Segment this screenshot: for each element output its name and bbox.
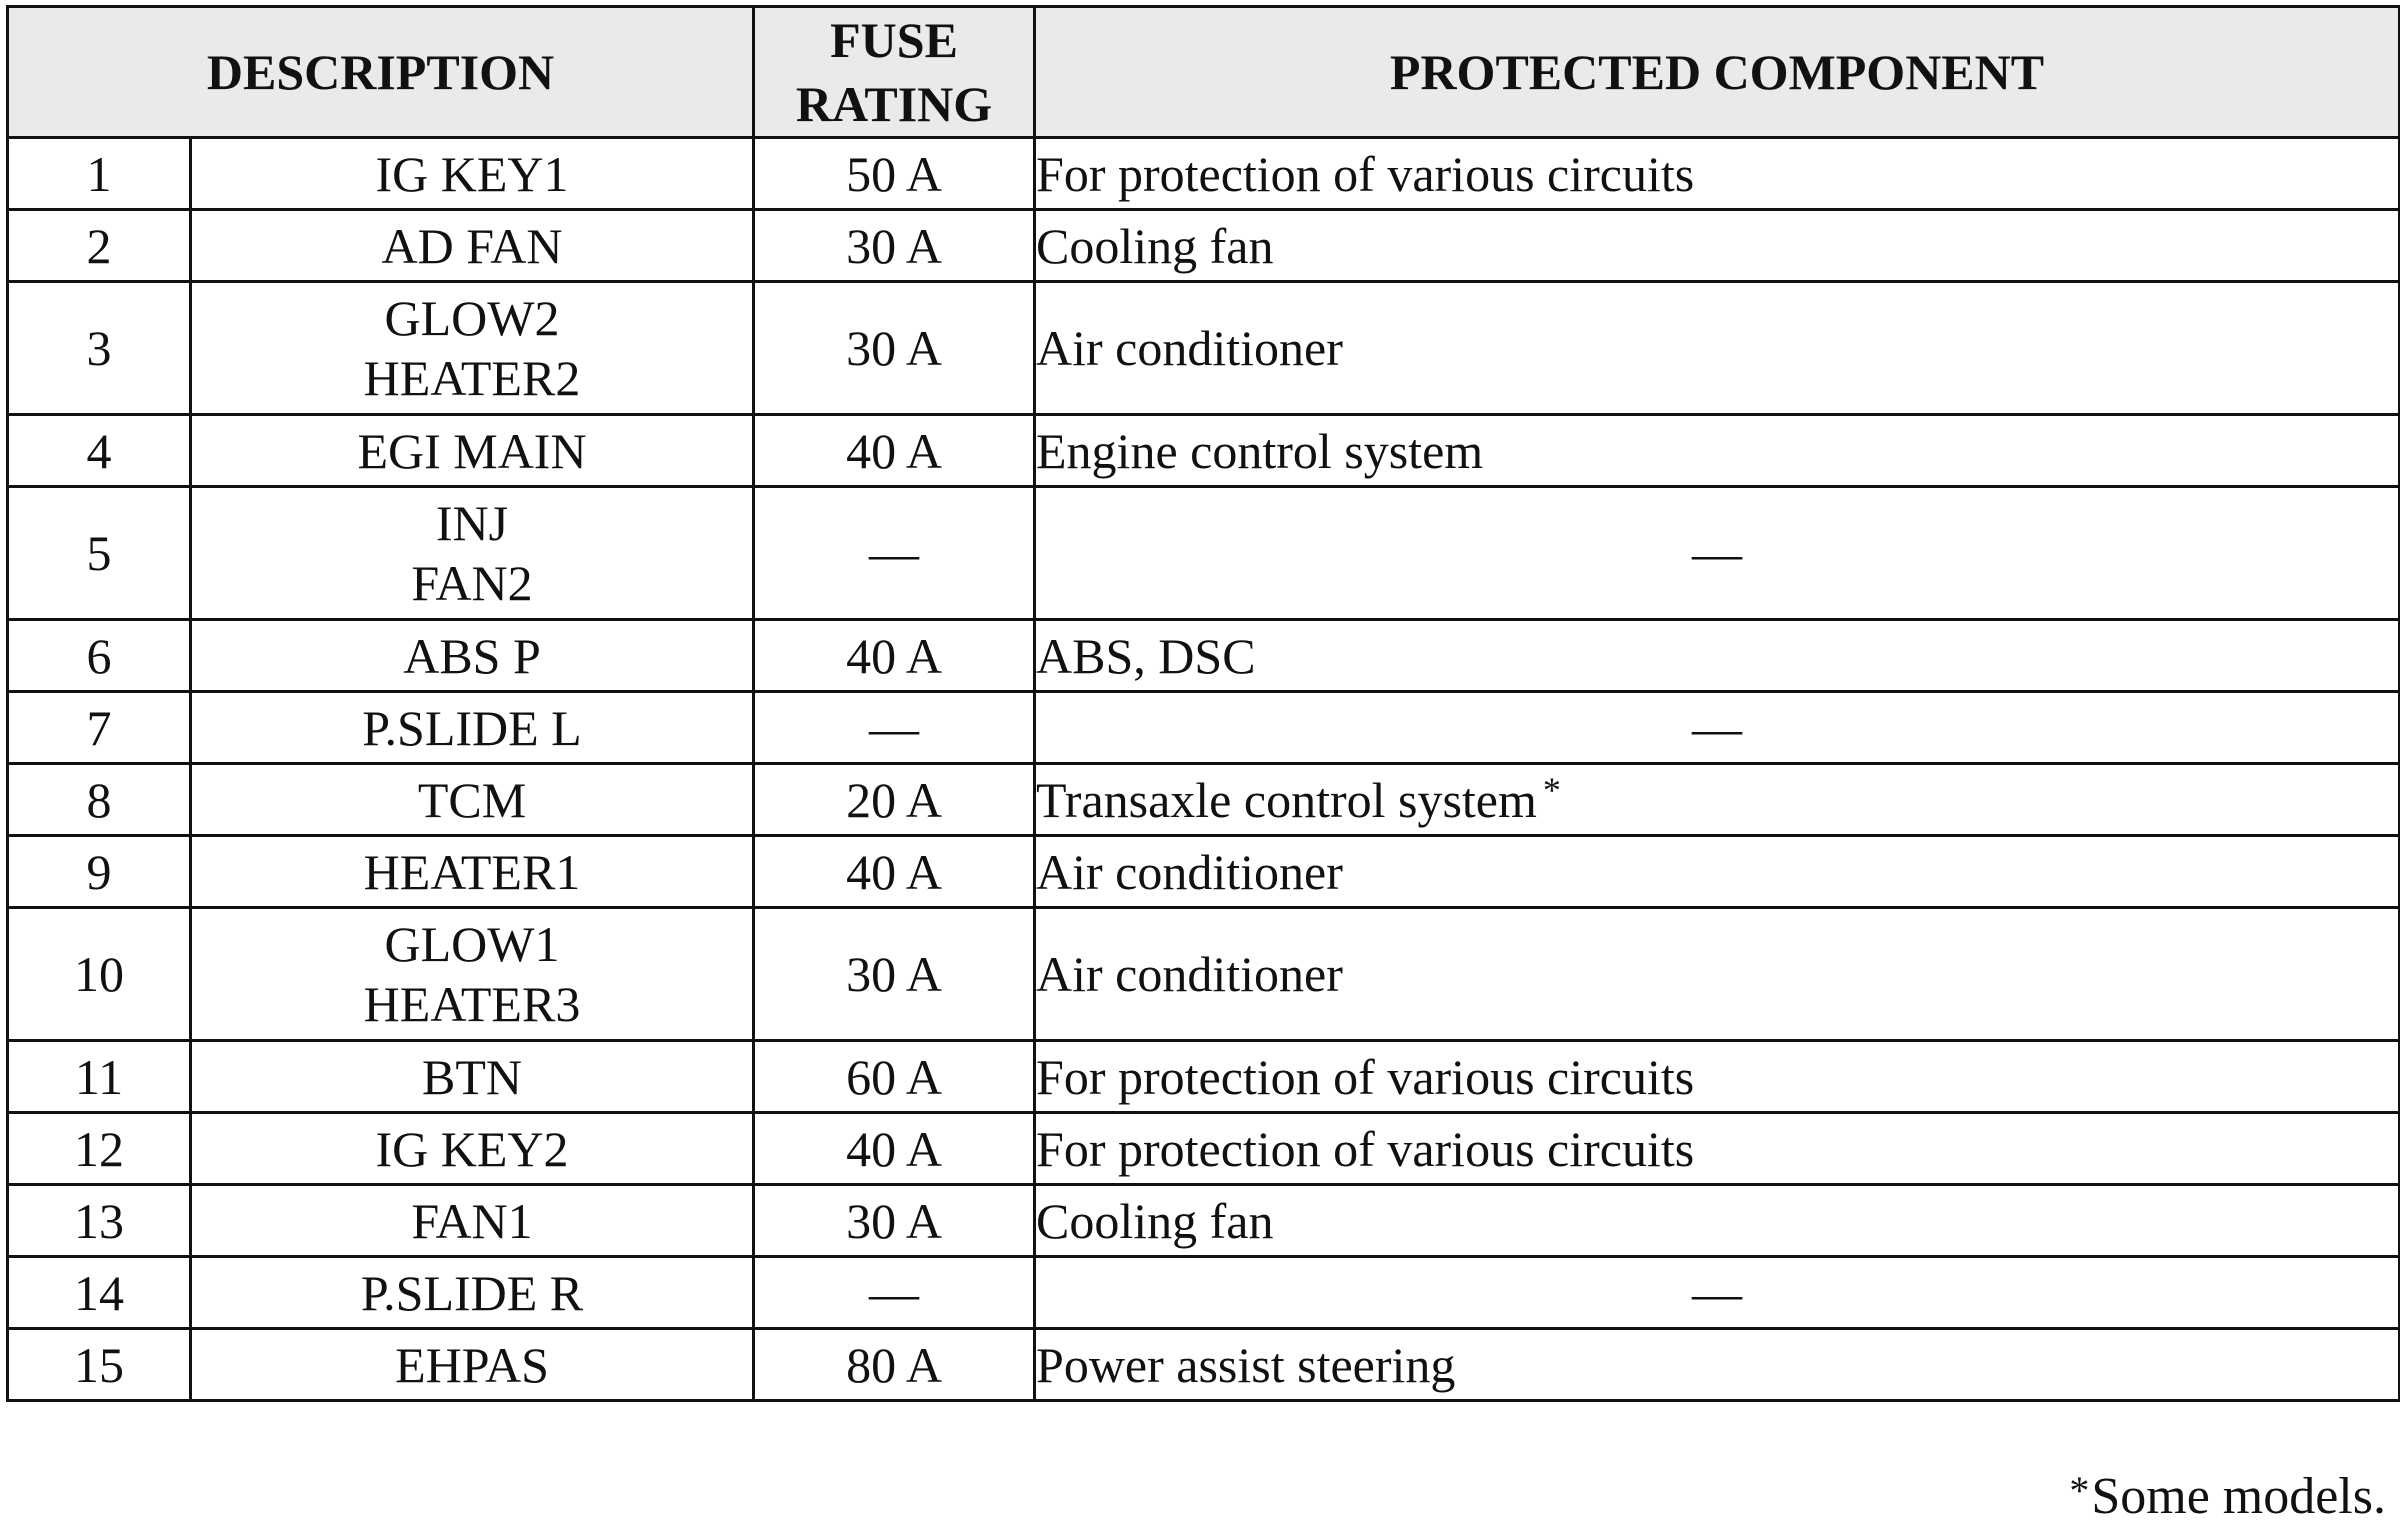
fuse-description [191, 1185, 754, 1257]
fuse-rating: 30 A [754, 282, 1035, 415]
header-fuse-rating-line1: FUSE [830, 12, 958, 68]
fuse-description [191, 1041, 754, 1113]
table-row [8, 487, 2400, 620]
fuse-description-line: HEATER3 [363, 976, 581, 1032]
protected-component [1035, 1113, 2400, 1185]
fuse-description [191, 138, 754, 210]
protected-component-text: Cooling fan [1036, 1192, 1274, 1249]
header-fuse-rating [754, 7, 1035, 138]
fuse-number: 11 [8, 1041, 191, 1113]
fuse-number: 8 [8, 764, 191, 836]
fuse-rating: — [754, 1257, 1035, 1329]
fuse-description [191, 764, 754, 836]
fuse-description-line: FAN2 [411, 555, 533, 611]
fuse-rating: 80 A [754, 1329, 1035, 1401]
fuse-number: 1 [8, 138, 191, 210]
protected-component-text: — [1692, 699, 1743, 756]
protected-component-text: For protection of various circuits [1036, 1048, 1695, 1105]
protected-component-text: Power assist steering [1036, 1336, 1456, 1393]
table-row [8, 282, 2400, 415]
protected-component-text: For protection of various circuits [1036, 145, 1695, 202]
protected-component [1035, 620, 2400, 692]
fuse-description [191, 1257, 754, 1329]
protected-component [1035, 487, 2400, 620]
fuse-description [191, 836, 754, 908]
fuse-description [191, 282, 754, 415]
table-row [8, 908, 2400, 1041]
protected-component-text: Engine control system [1036, 422, 1484, 479]
fuse-rating: — [754, 692, 1035, 764]
footnote-star: * [2069, 1468, 2090, 1513]
fuse-number: 7 [8, 692, 191, 764]
fuse-description-line: GLOW2 [384, 290, 560, 346]
table-row [8, 1113, 2400, 1185]
protected-component [1035, 1257, 2400, 1329]
table-row [8, 620, 2400, 692]
protected-component-text: Air conditioner [1036, 843, 1343, 900]
protected-component-text: — [1692, 1264, 1743, 1321]
fuse-number: 12 [8, 1113, 191, 1185]
fuse-description-line: FAN1 [411, 1192, 533, 1249]
fuse-description-line: BTN [422, 1048, 522, 1105]
fuse-number: 4 [8, 415, 191, 487]
fuse-number: 13 [8, 1185, 191, 1257]
fuse-rating: 60 A [754, 1041, 1035, 1113]
fuse-rating: 40 A [754, 620, 1035, 692]
header-description: DESCRIPTION [8, 7, 754, 138]
fuse-description-line: TCM [417, 771, 527, 828]
protected-component-text: — [1692, 525, 1743, 581]
fuse-description-line: AD FAN [381, 217, 563, 274]
fuse-description [191, 1113, 754, 1185]
table-row [8, 692, 2400, 764]
fuse-number: 14 [8, 1257, 191, 1329]
table-row [8, 1257, 2400, 1329]
fuse-description-line: INJ [435, 495, 509, 551]
fuse-description [191, 210, 754, 282]
fuse-description-line: P.SLIDE L [362, 699, 582, 756]
fuse-description-line: ABS P [403, 627, 541, 684]
fuse-rating: 30 A [754, 210, 1035, 282]
fuse-description [191, 908, 754, 1041]
fuse-description-line: HEATER1 [363, 843, 581, 900]
fuse-description-line: IG KEY2 [375, 1120, 569, 1177]
table-row [8, 415, 2400, 487]
fuse-table-body [8, 138, 2400, 1401]
protected-component [1035, 1041, 2400, 1113]
fuse-number: 10 [8, 908, 191, 1041]
table-row [8, 1185, 2400, 1257]
table-row [8, 1329, 2400, 1401]
fuse-description-line: P.SLIDE R [360, 1264, 584, 1321]
protected-component [1035, 908, 2400, 1041]
footnote-marker: * [1542, 769, 1561, 810]
fuse-rating: 30 A [754, 908, 1035, 1041]
fuse-number: 2 [8, 210, 191, 282]
header-row [8, 7, 2400, 138]
fuse-rating: — [754, 487, 1035, 620]
fuse-rating: 50 A [754, 138, 1035, 210]
protected-component [1035, 138, 2400, 210]
fuse-description-line: IG KEY1 [375, 145, 569, 202]
header-protected-component: PROTECTED COMPONENT [1035, 7, 2400, 138]
protected-component-text: ABS, DSC [1036, 627, 1256, 684]
protected-component-text: Transaxle control system [1036, 771, 1537, 828]
fuse-rating: 40 A [754, 1113, 1035, 1185]
footnote-text: Some models. [2091, 1468, 2386, 1525]
table-row [8, 138, 2400, 210]
fuse-rating: 40 A [754, 836, 1035, 908]
protected-component-text: Air conditioner [1036, 946, 1343, 1002]
fuse-description-line: EGI MAIN [357, 422, 587, 479]
protected-component [1035, 836, 2400, 908]
fuse-description [191, 692, 754, 764]
fuse-rating: 20 A [754, 764, 1035, 836]
fuse-description-line: HEATER2 [363, 350, 581, 406]
fuse-description [191, 1329, 754, 1401]
fuse-description-line: GLOW1 [384, 916, 560, 972]
fuse-number: 9 [8, 836, 191, 908]
fuse-number: 6 [8, 620, 191, 692]
fuse-description [191, 620, 754, 692]
footnote [2069, 1467, 2386, 1527]
fuse-number: 3 [8, 282, 191, 415]
protected-component-text: For protection of various circuits [1036, 1120, 1695, 1177]
table-row [8, 210, 2400, 282]
protected-component-text: Cooling fan [1036, 217, 1274, 274]
fuse-description [191, 487, 754, 620]
fuse-number: 5 [8, 487, 191, 620]
protected-component [1035, 1185, 2400, 1257]
protected-component [1035, 415, 2400, 487]
table-row [8, 764, 2400, 836]
fuse-description [191, 415, 754, 487]
protected-component [1035, 1329, 2400, 1401]
table-row [8, 1041, 2400, 1113]
protected-component [1035, 764, 2400, 836]
fuse-table [6, 5, 2400, 1402]
protected-component [1035, 692, 2400, 764]
protected-component-text: Air conditioner [1036, 320, 1343, 376]
table-row [8, 836, 2400, 908]
fuse-rating: 30 A [754, 1185, 1035, 1257]
protected-component [1035, 282, 2400, 415]
protected-component [1035, 210, 2400, 282]
fuse-rating: 40 A [754, 415, 1035, 487]
header-fuse-rating-line2: RATING [795, 76, 993, 132]
fuse-description-line: EHPAS [395, 1336, 549, 1393]
fuse-number: 15 [8, 1329, 191, 1401]
